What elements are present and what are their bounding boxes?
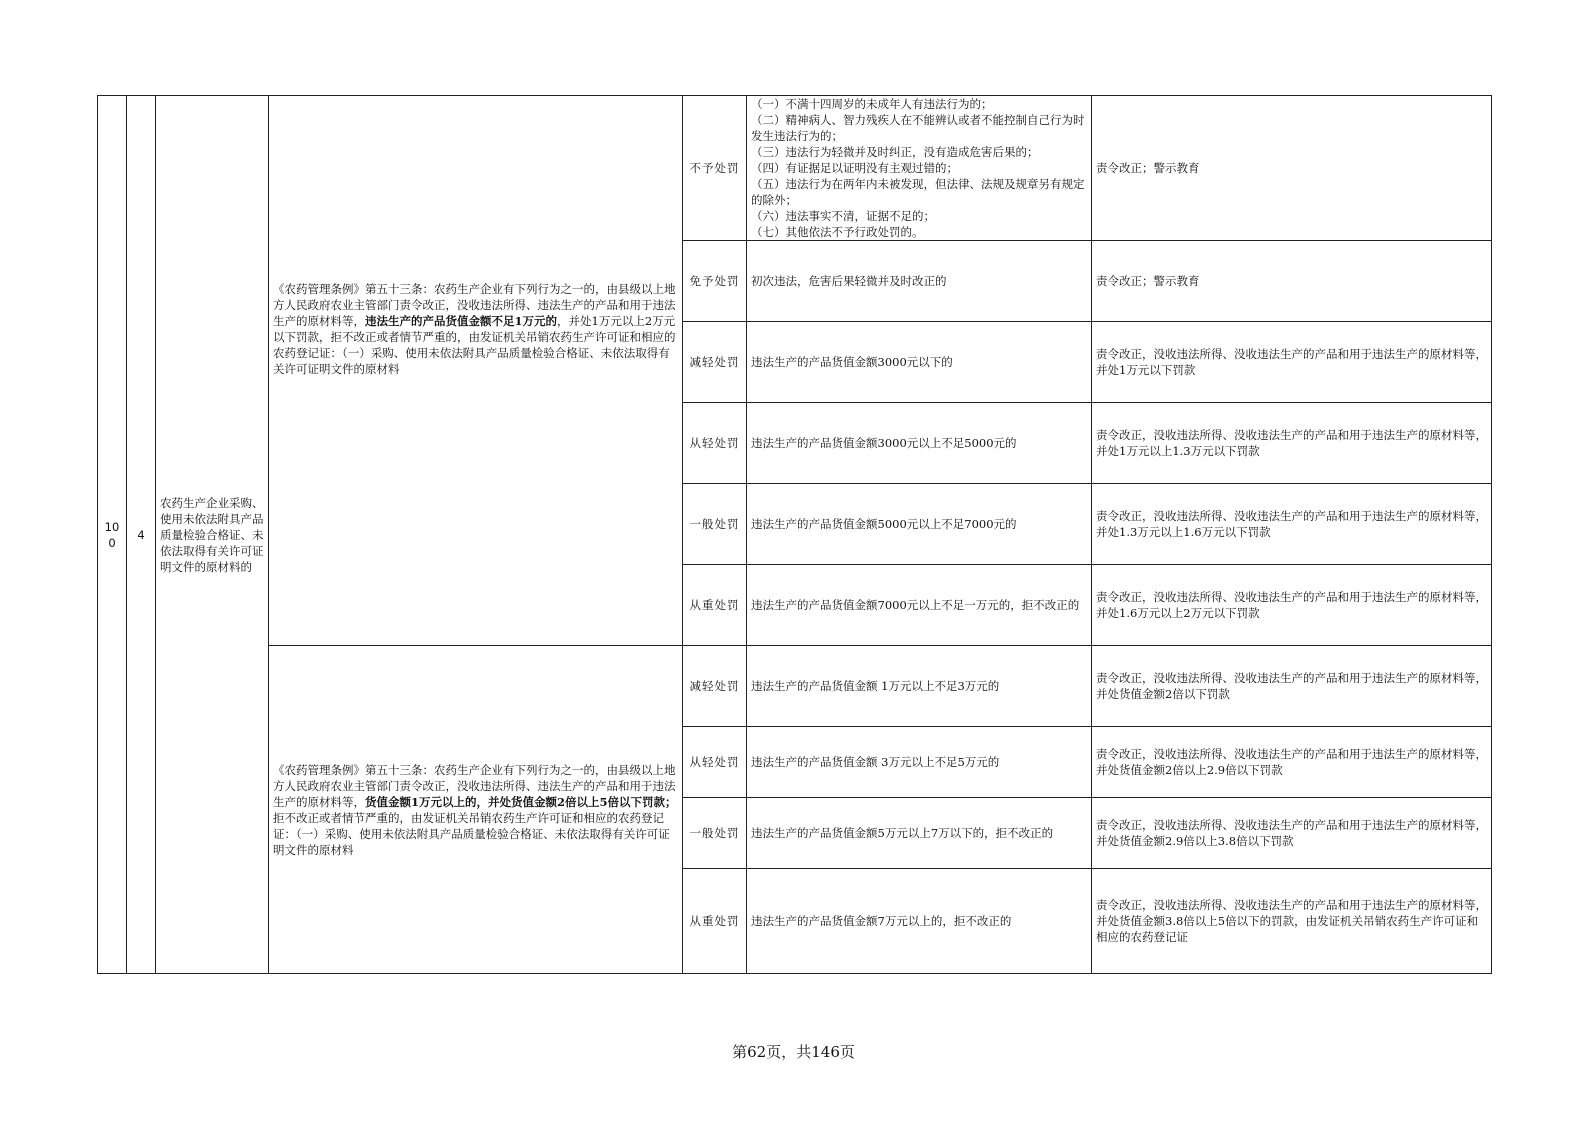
level-cell: 不予处罚 xyxy=(683,96,747,241)
condition-cell: 初次违法，危害后果轻微并及时改正的 xyxy=(747,241,1092,322)
table-row xyxy=(98,646,1492,727)
result-cell: 责令改正，没收违法所得、没收违法生产的产品和用于违法生产的原材料等，并处1万元以下罚款 xyxy=(1092,322,1492,403)
level-cell: 从重处罚 xyxy=(683,565,747,646)
result-cell: 责令改正，没收违法所得、没收违法生产的产品和用于违法生产的原材料等，并处货值金额2.9倍以上3.8倍以下罚款 xyxy=(1092,798,1492,869)
level-cell: 从重处罚 xyxy=(683,869,747,974)
condition-cell: 违法生产的产品货值金额7000元以上不足一万元的，拒不改正的 xyxy=(747,565,1092,646)
legal-basis-cell: 《农药管理条例》第五十三条：农药生产企业有下列行为之一的，由县级以上地方人民政府农业主管部门责令改正，没收违法所得、违法生产的产品和用于违法生产的原材料等，违法生产的产品货值金额不足1万元的，并处1万元以上2万元以下罚款，拒不改正或者情节严重的，由发证机关吊销农药生产许可证和相应的农药登记证：（一）采购、使用未依法附具产品质量检验合格证、未依法取得有关许可证明文件的原材料 xyxy=(269,96,683,646)
legal-basis-emphasis: 货值金额1万元以上的，并处货值金额2倍以上5倍以下罚款； xyxy=(365,794,677,809)
level-cell: 一般处罚 xyxy=(683,484,747,565)
condition-cell: 违法生产的产品货值金额3000元以上不足5000元的 xyxy=(747,403,1092,484)
condition-item: （一）不满十四周岁的未成年人有违法行为的； xyxy=(751,97,993,111)
violation-behavior-cell: 农药生产企业采购、使用未依法附具产品质量检验合格证、未依法取得有关许可证明文件的原材料的 xyxy=(156,96,269,974)
page-footer: 第62页，共146页 xyxy=(732,1043,855,1061)
sub-number-cell: 4 xyxy=(127,96,156,974)
condition-cell: 违法生产的产品货值金额5000元以上不足7000元的 xyxy=(747,484,1092,565)
condition-cell: 违法生产的产品货值金额3000元以下的 xyxy=(747,322,1092,403)
penalty-table xyxy=(97,95,1492,974)
level-cell: 减轻处罚 xyxy=(683,646,747,727)
result-cell: 责令改正，没收违法所得、没收违法生产的产品和用于违法生产的原材料等，并处货值金额2倍以上2.9倍以下罚款 xyxy=(1092,727,1492,798)
condition-cell: 违法生产的产品货值金额7万元以上的，拒不改正的 xyxy=(747,869,1092,974)
legal-basis-emphasis: 违法生产的产品货值金额不足1万元的 xyxy=(365,313,557,328)
condition-item: （四）有证据足以证明没有主观过错的； xyxy=(751,161,958,175)
serial-number-cell: 100 xyxy=(98,96,127,974)
legal-basis-cell: 《农药管理条例》第五十三条：农药生产企业有下列行为之一的，由县级以上地方人民政府农业主管部门责令改正，没收违法所得、违法生产的产品和用于违法生产的原材料等，货值金额1万元以上的，并处货值金额2倍以上5倍以下罚款；拒不改正或者情节严重的，由发证机关吊销农药生产许可证和相应的农药登记证：（一）采购、使用未依法附具产品质量检验合格证、未依法取得有关许可证明文件的原材料 xyxy=(269,646,683,974)
result-cell: 责令改正；警示教育 xyxy=(1092,96,1492,241)
condition-item: （二）精神病人、智力残疾人在不能辨认或者不能控制自己行为时发生违法行为的； xyxy=(751,113,1085,143)
condition-item: （六）违法事实不清，证据不足的； xyxy=(751,209,935,223)
level-cell: 减轻处罚 xyxy=(683,322,747,403)
level-cell: 从轻处罚 xyxy=(683,403,747,484)
condition-list-cell xyxy=(747,96,1092,241)
condition-item: （七）其他依法不予行政处罚的。 xyxy=(751,225,924,239)
result-cell: 责令改正，没收违法所得、没收违法生产的产品和用于违法生产的原材料等，并处货值金额3.8倍以上5倍以下的罚款，由发证机关吊销农药生产许可证和相应的农药登记证 xyxy=(1092,869,1492,974)
result-cell: 责令改正；警示教育 xyxy=(1092,241,1492,322)
result-cell: 责令改正，没收违法所得、没收违法生产的产品和用于违法生产的原材料等，并处1万元以上1.3万元以下罚款 xyxy=(1092,403,1492,484)
table-row xyxy=(98,96,1492,241)
level-cell: 从轻处罚 xyxy=(683,727,747,798)
result-cell: 责令改正，没收违法所得、没收违法生产的产品和用于违法生产的原材料等，并处1.6万元以上2万元以下罚款 xyxy=(1092,565,1492,646)
condition-cell: 违法生产的产品货值金额5万元以上7万以下的，拒不改正的 xyxy=(747,798,1092,869)
level-cell: 免予处罚 xyxy=(683,241,747,322)
level-cell: 一般处罚 xyxy=(683,798,747,869)
condition-item: （五）违法行为在两年内未被发现，但法律、法规及规章另有规定的除外； xyxy=(751,177,1085,207)
result-cell: 责令改正，没收违法所得、没收违法生产的产品和用于违法生产的原材料等，并处货值金额2倍以下罚款 xyxy=(1092,646,1492,727)
condition-cell: 违法生产的产品货值金额 1万元以上不足3万元的 xyxy=(747,646,1092,727)
condition-item: （三）违法行为轻微并及时纠正，没有造成危害后果的； xyxy=(751,145,1039,159)
result-cell: 责令改正，没收违法所得、没收违法生产的产品和用于违法生产的原材料等，并处1.3万元以上1.6万元以下罚款 xyxy=(1092,484,1492,565)
condition-cell: 违法生产的产品货值金额 3万元以上不足5万元的 xyxy=(747,727,1092,798)
